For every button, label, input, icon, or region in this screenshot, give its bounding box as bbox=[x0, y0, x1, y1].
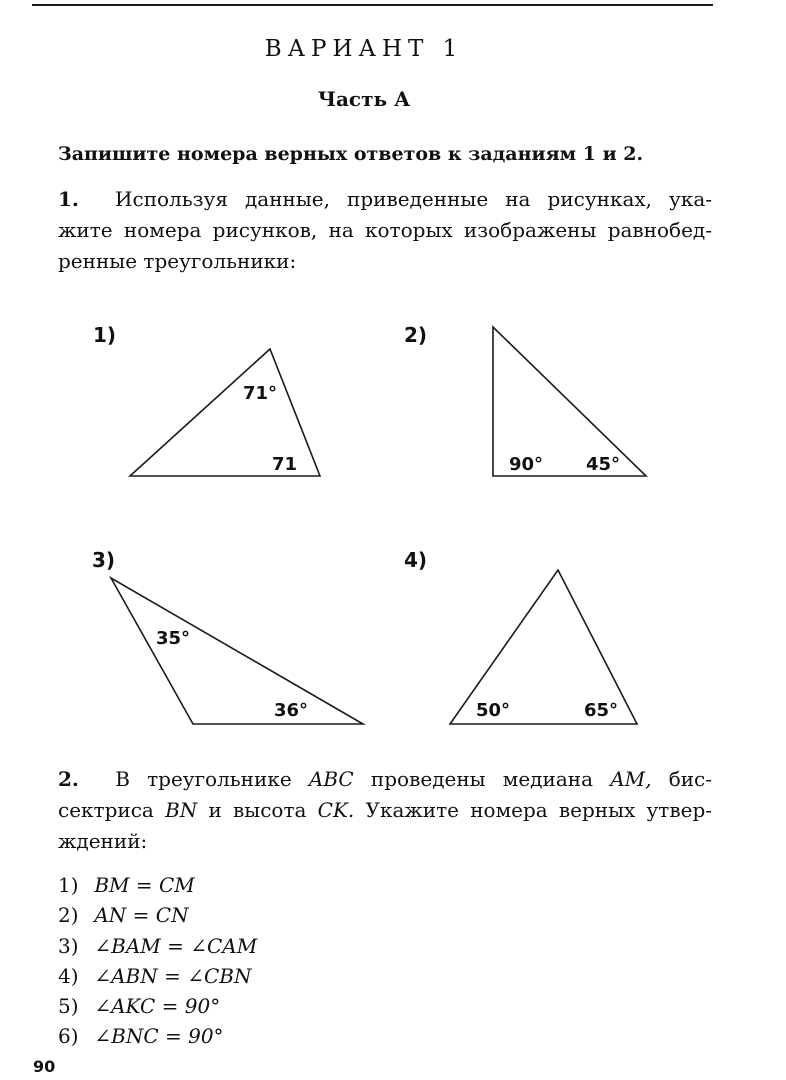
figure-1-angle-bottom: 71 bbox=[272, 454, 298, 475]
task-2-text-1a: В треугольнике bbox=[115, 767, 292, 791]
figure-3-label: 3) bbox=[92, 548, 116, 572]
option-1 bbox=[58, 870, 257, 900]
option-5-number: 5) bbox=[58, 994, 79, 1019]
option-3 bbox=[58, 931, 257, 961]
figure-1-angle-top: 71° bbox=[243, 383, 278, 404]
task-2-options bbox=[58, 870, 257, 1052]
task-2-number: 2. bbox=[58, 767, 79, 791]
figure-2-angle-acute: 45° bbox=[586, 454, 621, 475]
figure-1 bbox=[93, 323, 320, 476]
task-2-text-2b: и высота bbox=[208, 798, 307, 822]
task-1-line-2: жите номера рисунков, на которых изображены равнобед- bbox=[58, 218, 712, 242]
page-number: 90 bbox=[33, 1057, 56, 1076]
task-2-text-2c: Укажите номера верных утвер- bbox=[365, 798, 713, 822]
option-3-number: 3) bbox=[58, 933, 79, 958]
figure-4 bbox=[404, 548, 637, 724]
option-5 bbox=[58, 991, 257, 1021]
task-2-line-2 bbox=[58, 795, 712, 826]
figure-3-angle-top: 35° bbox=[156, 628, 191, 649]
task-1-number: 1. bbox=[58, 187, 79, 211]
option-1-expression: BM = CM bbox=[94, 873, 195, 897]
option-2-number: 2) bbox=[58, 903, 79, 928]
option-4 bbox=[58, 961, 257, 991]
task-1-line-3: ренные треугольники: bbox=[58, 249, 297, 273]
variant-title: ВАРИАНТ 1 bbox=[264, 36, 464, 62]
task-2-text-1c: бис- bbox=[668, 767, 713, 791]
task-2-text-2a: сектриса bbox=[58, 798, 154, 822]
option-2 bbox=[58, 900, 257, 930]
task-2-text-1b: проведены медиана bbox=[370, 767, 593, 791]
task-2-line-1 bbox=[58, 764, 712, 795]
figure-2-label: 2) bbox=[404, 323, 428, 347]
part-title: Часть А bbox=[317, 87, 411, 111]
figure-2-angle-right: 90° bbox=[509, 454, 544, 475]
option-2-expression: AN = CN bbox=[94, 903, 189, 928]
option-4-number: 4) bbox=[58, 963, 79, 988]
task-2-var-ck: CK. bbox=[317, 798, 355, 822]
option-5-expression: ∠AKC = 90° bbox=[94, 994, 221, 1019]
option-6 bbox=[58, 1021, 257, 1051]
figure-2 bbox=[404, 323, 646, 476]
task-2-var-am: AM, bbox=[610, 767, 652, 791]
option-6-number: 6) bbox=[58, 1024, 79, 1049]
task-1-line-1-text: Используя данные, приведенные на рисунках, ука- bbox=[115, 187, 712, 211]
option-6-expression: ∠BNC = 90° bbox=[94, 1024, 224, 1049]
task-2-var-bn: BN bbox=[165, 798, 198, 822]
figure-4-angle-left: 50° bbox=[476, 700, 511, 721]
figure-3-angle-right: 36° bbox=[274, 700, 309, 721]
task-2-line-3: ждений: bbox=[58, 829, 148, 853]
figure-4-angle-right: 65° bbox=[584, 700, 619, 721]
option-4-expression: ∠ABN = ∠CBN bbox=[94, 963, 252, 988]
option-3-expression: ∠BAM = ∠CAM bbox=[94, 933, 258, 958]
task-2-var-abc: ABC bbox=[308, 767, 354, 791]
option-1-number: 1) bbox=[58, 873, 79, 897]
instruction-text: Запишите номера верных ответов к заданиям 1 и 2. bbox=[58, 143, 644, 165]
figure-4-label: 4) bbox=[404, 548, 428, 572]
figure-3 bbox=[92, 548, 363, 724]
figure-3-triangle bbox=[111, 578, 363, 724]
figure-1-label: 1) bbox=[93, 323, 117, 347]
task-2 bbox=[58, 764, 712, 857]
